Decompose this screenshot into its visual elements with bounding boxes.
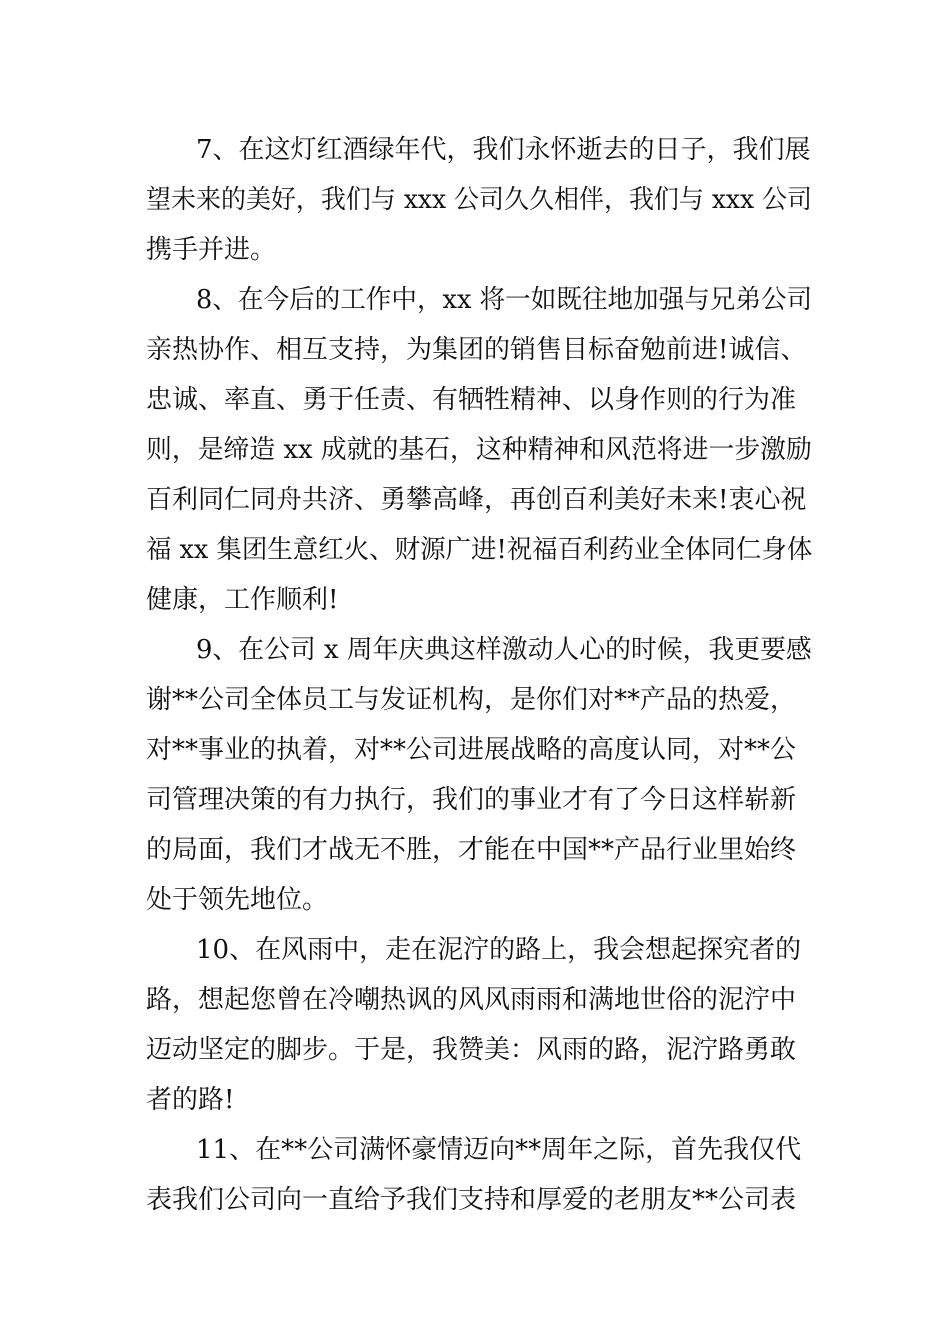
paragraph-9-line-1: 9、在公司 x 周年庆典这样激动人心的时候，我更要感	[196, 635, 812, 665]
paragraph-10-line-3: 迈动坚定的脚步。于是，我赞美：风雨的路，泥泞路勇敢	[146, 1035, 797, 1065]
paragraph-8-line-3: 忠诚、率直、勇于任责、有牺牲精神、以身作则的行为准	[146, 385, 797, 415]
paragraph-9-line-6: 处于领先地位。	[146, 885, 329, 915]
paragraph-11-line-1: 11、在**公司满怀豪情迈向**周年之际，首先我仅代	[196, 1135, 802, 1165]
paragraph-10-line-4: 者的路!	[146, 1085, 235, 1115]
paragraph-8-line-7: 健康，工作顺利!	[146, 585, 339, 615]
paragraph-7-line-1: 7、在这灯红酒绿年代，我们永怀逝去的日子，我们展	[196, 135, 811, 165]
paragraph-8-line-1: 8、在今后的工作中，xx 将一如既往地加强与兄弟公司	[196, 285, 813, 315]
paragraph-8-line-5: 百利同仁同舟共济、勇攀高峰，再创百利美好未来!衷心祝	[146, 485, 807, 515]
paragraph-9-line-5: 的局面，我们才战无不胜，才能在中国**产品行业里始终	[146, 835, 797, 865]
paragraph-11-line-2: 表我们公司向一直给予我们支持和厚爱的老朋友**公司表	[146, 1185, 797, 1215]
paragraph-10-line-2: 路，想起您曾在冷嘲热讽的风风雨雨和满地世俗的泥泞中	[146, 985, 797, 1015]
paragraph-7-line-2: 望未来的美好，我们与 xxx 公司久久相伴，我们与 xxx 公司	[146, 185, 813, 215]
paragraph-9-line-2: 谢**公司全体员工与发证机构，是你们对**产品的热爱，	[146, 685, 797, 715]
paragraph-9-line-4: 司管理决策的有力执行，我们的事业才有了今日这样崭新	[146, 785, 797, 815]
paragraph-8-line-6: 福 xx 集团生意红火、财源广进!祝福百利药业全体同仁身体	[146, 535, 813, 565]
paragraph-8-line-2: 亲热协作、相互支持，为集团的销售目标奋勉前进!诚信、	[146, 335, 807, 365]
paragraph-9-line-3: 对**事业的执着，对**公司进展战略的高度认同，对**公	[146, 735, 797, 765]
paragraph-7-line-3: 携手并进。	[146, 235, 277, 265]
paragraph-8-line-4: 则，是缔造 xx 成就的基石，这种精神和风范将进一步激励	[146, 435, 812, 465]
paragraph-10-line-1: 10、在风雨中，走在泥泞的路上，我会想起探究者的	[196, 935, 802, 965]
